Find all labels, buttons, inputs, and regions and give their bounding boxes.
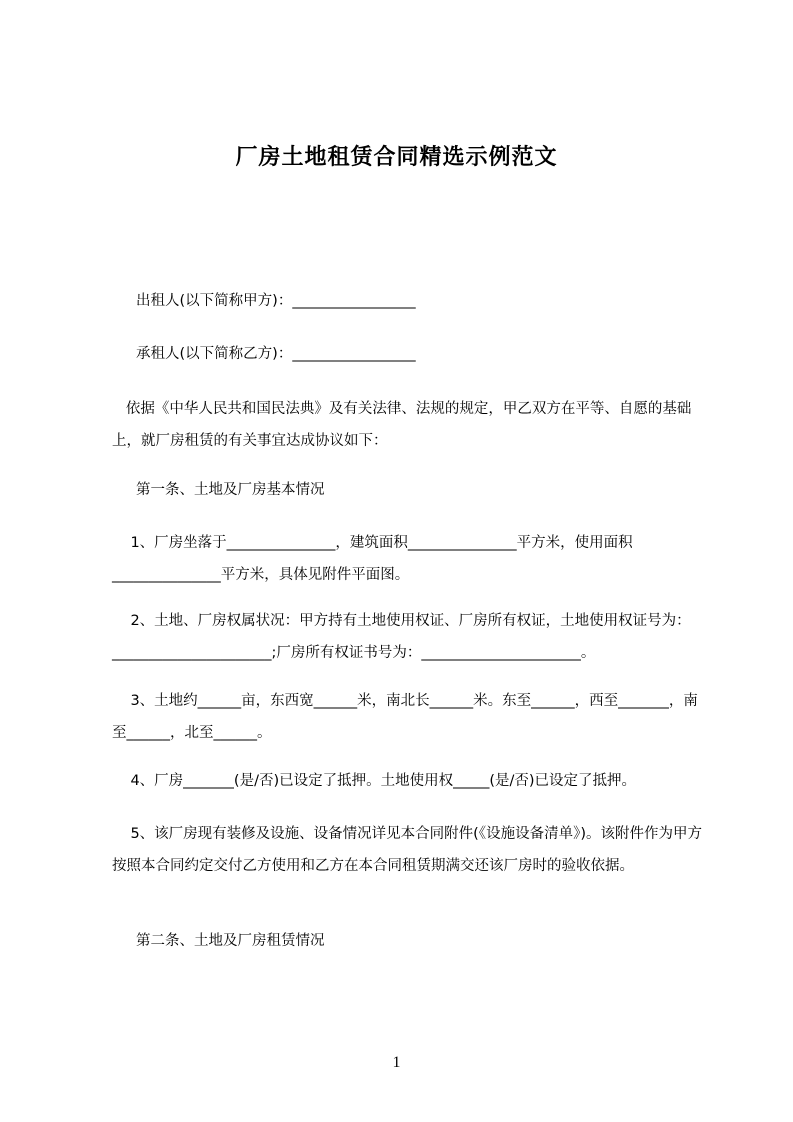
lessee-line: 承租人(以下简称乙方)：_________________	[136, 346, 416, 362]
clause-1-4: 4、厂房_______(是/否)已设定了抵押。土地使用权_____(是/否)已设定了抵押。	[112, 773, 637, 789]
document-title: 厂房土地租赁合同精选示例范文	[235, 145, 558, 170]
clause-1-1: 1、厂房坐落于_______________，建筑面积_______________平方米，使用面积_______________平方米，具体见附件平面图。	[112, 535, 633, 583]
clause-1-5: 5、该厂房现有装修及设施、设备情况详见本合同附件(《设施设备清单》)。该附件作为甲方按照本合同约定交付乙方使用和乙方在本合同租赁期满交还该厂房时的验收依据。	[112, 826, 702, 874]
page-number: 1	[392, 1054, 401, 1071]
preamble-paragraph: 依据《中华人民共和国民法典》及有关法律、法规的规定，甲乙双方在平等、自愿的基础上，就厂房租赁的有关事宜达成协议如下：	[112, 401, 692, 449]
clause-1-3: 3、土地约______亩，东西宽______米，南北长______米。东至______，西至_______，南至______，北至______。	[112, 693, 698, 741]
article-1-heading: 第一条、土地及厂房基本情况	[136, 482, 325, 498]
lessor-line: 出租人(以下简称甲方)：_________________	[136, 293, 416, 309]
article-2-heading: 第二条、土地及厂房租赁情况	[136, 933, 325, 949]
clause-1-2: 2、土地、厂房权属状况：甲方持有土地使用权证、厂房所有权证，土地使用权证号为：______________________;厂房所有权证书号为：______________________。	[112, 613, 691, 661]
